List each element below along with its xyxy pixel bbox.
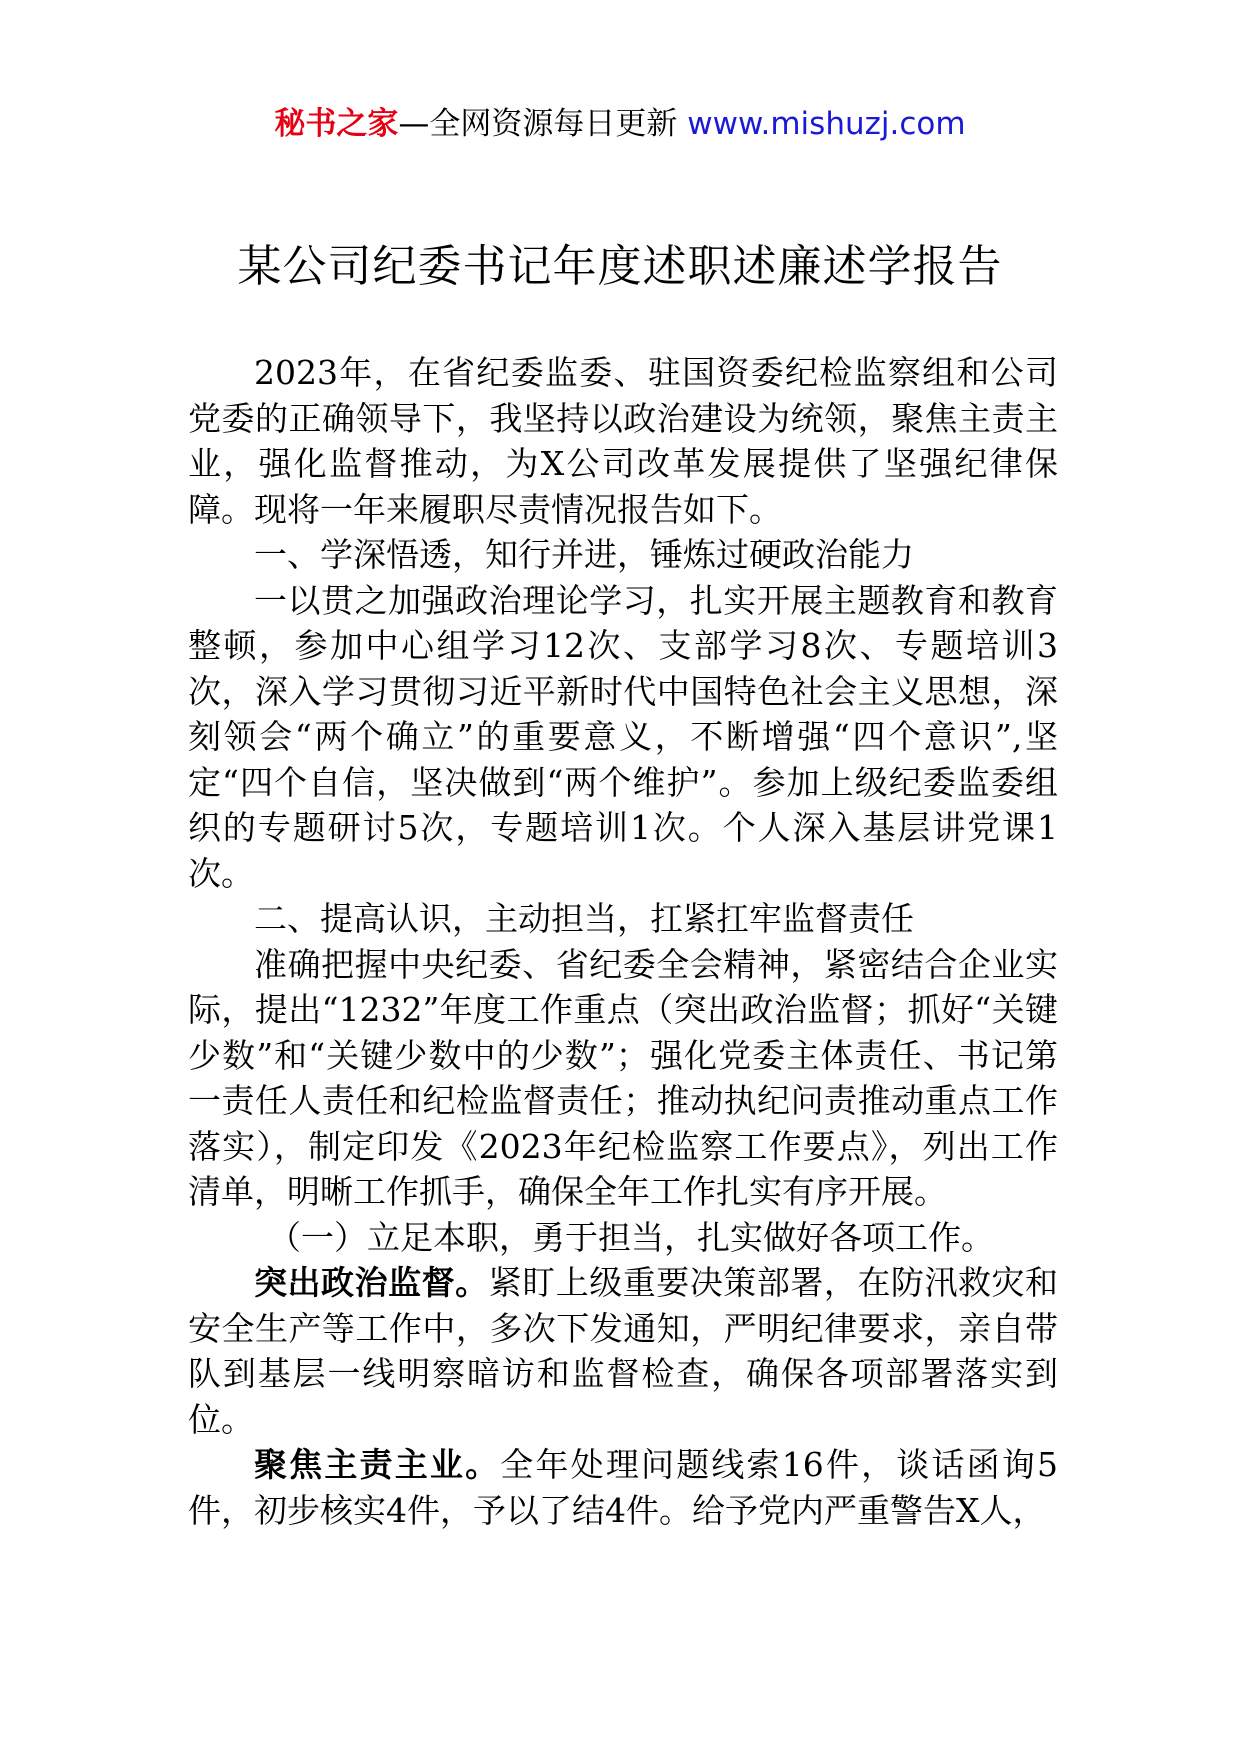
section-1-paragraph: 一以贯之加强政治理论学习，扎实开展主题教育和教育整顿，参加中心组学习12次、支部学习8次、专题培训3次，深入学习贯彻习近平新时代中国特色社会主义思想，深刻领会“两个确立”的重要意义，不断增强“四个意识”,坚定“四个自信，坚决做到“两个维护”。参加上级纪委监委组织的专题研讨5次，专题培训1次。个人深入基层讲党课1次。 [188, 580, 1058, 893]
document-title: 某公司纪委书记年度述职述廉述学报告 [237, 241, 1003, 292]
section-heading-2: 二、提高认识，主动担当，扛紧扛牢监督责任 [254, 899, 914, 938]
site-url-link[interactable]: www.mishuzj.com [687, 106, 966, 142]
section-heading-1: 一、学深悟透，知行并进，锤炼过硬政治能力 [254, 535, 914, 574]
brand-name: 秘书之家 [274, 106, 399, 142]
subsection-heading-1: （一）立足本职，勇于担当，扎实做好各项工作。 [268, 1217, 994, 1257]
main-duty-text: 全年处理问题线索16件，谈话函询5件，初步核实4件，予以了结4件。给予党内严重警告X人， [188, 1445, 1058, 1530]
main-duty-paragraph [188, 1442, 1058, 1533]
political-supervision-paragraph [188, 1260, 1058, 1442]
header-tagline: —全网资源每日更新 [398, 106, 688, 142]
main-duty-lead: 聚焦主责主业。 [254, 1445, 501, 1484]
site-header [0, 100, 1240, 148]
document-body [188, 350, 1058, 1533]
section-2-paragraph: 准确把握中央纪委、省纪委全会精神，紧密结合企业实际，提出“1232”年度工作重点（突出政治监督；抓好“关键少数”和“关键少数中的少数”；强化党委主体责任、书记第一责任人责任和纪检监督责任；推动执纪问责推动重点工作落实），制定印发《2023年纪检监察工作要点》，列出工作清单，明晰工作抓手，确保全年工作扎实有序开展。 [188, 944, 1058, 1211]
intro-paragraph: 2023年，在省纪委监委、驻国资委纪检监察组和公司党委的正确领导下，我坚持以政治建设为统领，聚焦主责主业，强化监督推动，为X公司改革发展提供了坚强纪律保障。现将一年来履职尽责情况报告如下。 [188, 353, 1058, 529]
political-supervision-lead: 突出政治监督。 [254, 1263, 489, 1302]
political-supervision-text: 紧盯上级重要决策部署，在防汛救灾和安全生产等工作中，多次下发通知，严明纪律要求，亲自带队到基层一线明察暗访和监督检查，确保各项部署落实到位。 [188, 1263, 1059, 1439]
